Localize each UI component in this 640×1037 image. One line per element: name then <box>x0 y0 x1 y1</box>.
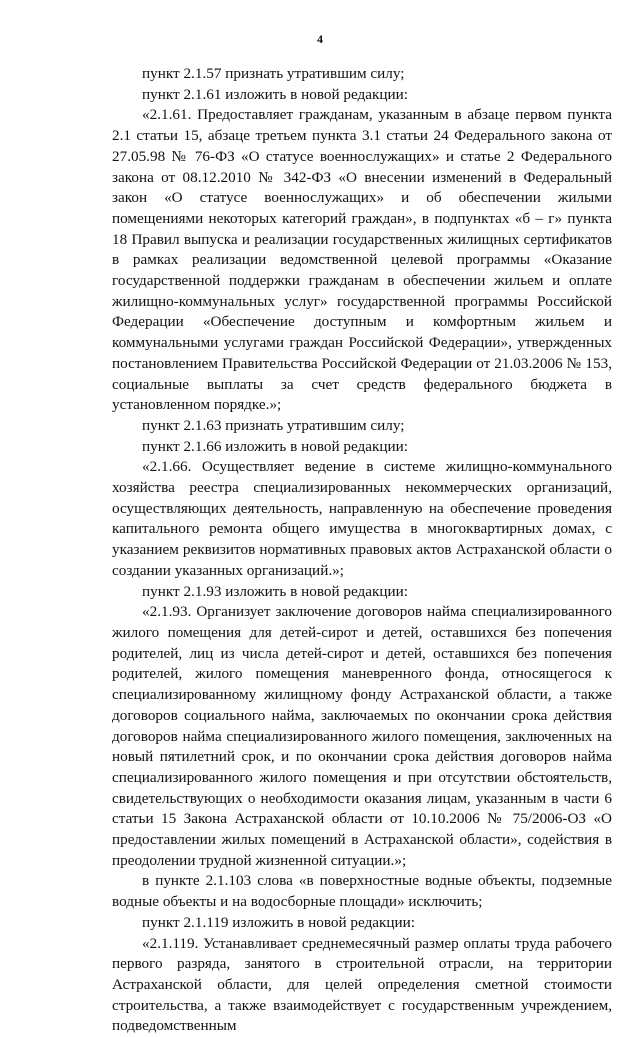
document-body <box>112 64 612 1037</box>
paragraph-item-2-1-66-text: «2.1.66. Осуществляет ведение в системе жилищно-коммунального хозяйства реестра специализированных некоммерческих организаций, осуществляющих деятельность, направленную на обеспечение проведения капитального ремонта общего имущества в многоквартирных домах, с указанием реквизитов нормативных правовых актов Астраханской области о создании указанных организаций.»; <box>112 458 612 579</box>
paragraph-item-2-1-66-intro: пункт 2.1.66 изложить в новой редакции: <box>142 437 408 455</box>
paragraph-item-2-1-63-repeal: пункт 2.1.63 признать утратившим силу; <box>142 416 405 434</box>
paragraph-item-2-1-93-intro: пункт 2.1.93 изложить в новой редакции: <box>142 582 408 600</box>
page-number: 4 <box>317 32 323 46</box>
paragraph-item-2-1-61-text: «2.1.61. Предоставляет гражданам, указанным в абзаце первом пункта 2.1 статьи 15, абзаце третьем пункта 3.1 статьи 24 Федерального закона от 27.05.98 № 76-ФЗ «О статусе военнослужащих» и статье 2 Федерального закона от 08.12.2010 № 342-ФЗ «О внесении изменений в Федеральный закон «О статусе военнослужащих» и об обеспечении жилыми помещениями некоторых категорий граждан», в подпунктах «б – г» пункта 18 Правил выпуска и реализации государственных жилищных сертификатов в рамках реализации ведомственной целевой программы «Оказание государственной поддержки гражданам в обеспечении жильем и оплате жилищно-коммунальных услуг» государственной программы Российской Федерации «Обеспечение доступным и комфортным жильем и коммунальными услугами граждан Российской Федерации», утвержденных постановлением Правительства Российской Федерации от 21.03.2006 № 153, социальные выплаты за счет средств федерального бюджета в установленном порядке.»; <box>112 106 612 414</box>
paragraph-item-2-1-93-text: «2.1.93. Организует заключение договоров найма специализированного жилого помещения для детей-сирот и детей, оставшихся без попечения родителей, лиц из числа детей-сирот и детей, оставшихся без попечения родителей, жилого помещения маневренного фонда, относящегося к специализированному жилищному фонду Астраханской области, а также договоров социального найма, заключаемых по окончании срока действия договоров найма специализированного жилого помещения, заключенных на новый пятилетний срок, и по окончании срока действия договоров найма специализированного жилого помещения и при отсутствии обстоятельств, свидетельствующих о необходимости оказания лицам, указанным в части 6 статьи 15 Закона Астраханской области от 10.10.2006 № 75/2006-ОЗ «О предоставлении жилых помещений в Астраханской области», содействия в преодолении трудной жизненной ситуации.»; <box>112 603 612 869</box>
paragraph-item-2-1-119-text: «2.1.119. Устанавливает среднемесячный размер оплаты труда рабочего первого разряда, занятого в строительной отрасли, на территории Астраханской области, для целей определения сметной стоимости строительства, а также взаимодействует с государственным учреждением, подведомственным <box>112 934 612 1035</box>
paragraph-item-2-1-119-intro: пункт 2.1.119 изложить в новой редакции: <box>142 913 416 931</box>
paragraph-item-2-1-103-amend: в пункте 2.1.103 слова «в поверхностные водные объекты, подземные водные объекты и на водосборные площади» исключить; <box>112 872 612 911</box>
paragraph-item-2-1-61-intro: пункт 2.1.61 изложить в новой редакции: <box>142 85 408 103</box>
paragraph-item-2-1-57-repeal: пункт 2.1.57 признать утратившим силу; <box>142 65 405 82</box>
